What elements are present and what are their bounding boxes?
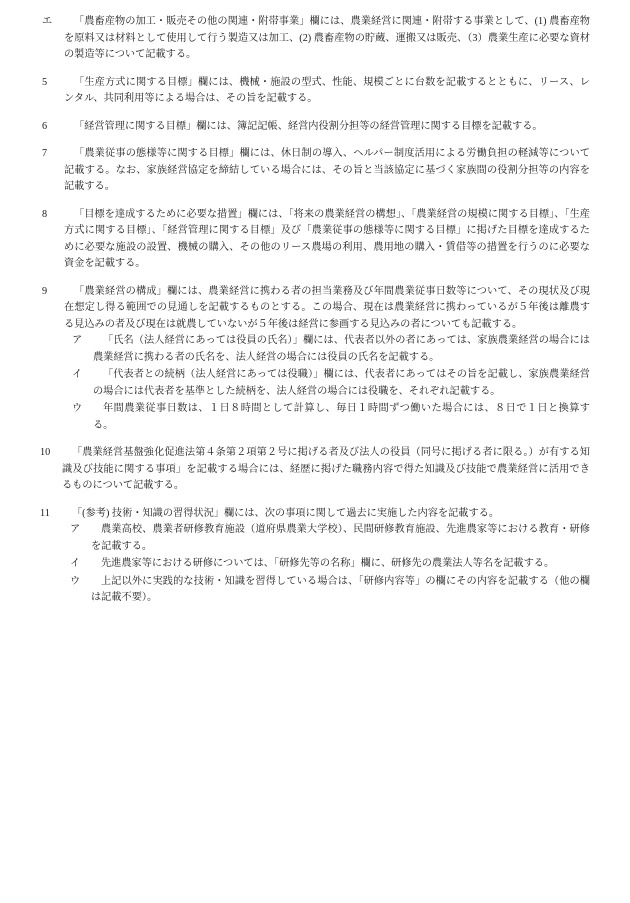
subitem-marker: ウ (70, 575, 81, 587)
item-marker: 11 (40, 507, 50, 519)
item-body (64, 119, 590, 136)
item-body (64, 75, 590, 108)
subitem-marker: イ (70, 558, 81, 570)
document-subitem (62, 556, 590, 573)
item-marker: 9 (42, 285, 48, 297)
subitem-body (91, 522, 590, 555)
subitem-paragraph: 上記以外に実践的な技術・知識を習得している場合は、「研修内容等」の欄にその内容を記載する（他の欄は記載不要）。 (91, 575, 590, 604)
item-paragraph: 「(参考) 技術・知識の習得状況」欄には、次の事項に関して過去に実施した内容を記載する。 (72, 507, 500, 519)
item-body (64, 284, 590, 435)
subitem-marker: ウ (72, 403, 83, 415)
document-item (40, 284, 590, 435)
subitem-marker: ア (70, 524, 81, 536)
item-marker: エ (42, 16, 53, 27)
item-body (62, 506, 590, 607)
document-item (40, 75, 590, 108)
item-body (64, 207, 590, 273)
item-marker: 8 (42, 208, 48, 220)
item-paragraph: 「農業経営の構成」欄には、農業経営に携わる者の担当業務及び年間農業従事日数等について、その現状及び現在想定し得る範囲での見通しを記載するものとする。この場合、現在は農業経営に携わっているが５年後は離農する見込みの者及び現在は就農していないが５年後は経営に参画する見込みの者についても記載する。 (64, 285, 590, 330)
subitem-paragraph: 「氏名（法人経営にあっては役員の氏名）」欄には、代表者以外の者にあっては、家族農業経営の場合には農業経営に携わる者の氏名を、法人経営の場合には役員の氏名を記載する。 (93, 335, 590, 363)
item-paragraph: 「経営管理に関する目標」欄には、簿記記帳、経営内役割分担等の経営管理に関する目標を記載する。 (74, 120, 543, 132)
document-item (40, 14, 590, 64)
item-body (64, 146, 590, 196)
document-item (40, 445, 590, 495)
item-paragraph: 「農業経営基盤強化促進法第４条第２項第２号に掲げる者及び法人の役員（同号に掲げる者に限る。）が有する知識及び技能に関する事項」を記載する場合には、経歴に掲げた職務内容で得た知識及び技能で農業経営に活用できるものについて記載する。 (62, 447, 590, 492)
subitem-paragraph: 「代表者との続柄（法人経営にあっては役職）」欄には、代表者にあってはその旨を記載し、家族農業経営の場合には代表者を基準とした続柄を、法人経営の場合には役職を、それぞれ記載する。 (93, 369, 590, 397)
subitem-marker: イ (72, 369, 83, 381)
item-marker: 7 (42, 148, 48, 160)
item-paragraph: 「農畜産物の加工・販売その他の関連・附帯事業」欄には、農業経営に関連・附帯する事業として、(1) 農畜産物を原料又は材料として使用して行う製造又は加工、(2) 農畜産物の貯蔵、運搬又は販売、（3）農業生産に必要な資材の製造等について記載する。 (64, 16, 590, 61)
item-body (64, 14, 590, 64)
item-marker: 10 (40, 447, 51, 459)
document-item (40, 506, 590, 607)
item-paragraph: 「生産方式に関する目標」欄には、機械・施設の型式、性能、規模ごとに台数を記載するとともに、リース、レンタル、共同利用等による場合は、その旨を記載する。 (64, 76, 590, 105)
document-subitem (64, 401, 590, 434)
subitem-body (93, 333, 590, 366)
subitem-paragraph: 農業高校、農業者研修教育施設（道府県農業大学校）、民間研修教育施設、先進農家等における教育・研修を記載する。 (91, 524, 590, 552)
subitem-marker: ア (72, 335, 83, 347)
subitem-body (91, 556, 590, 573)
document-subitem (64, 367, 590, 400)
subitem-body (91, 574, 590, 607)
document-subitem (64, 333, 590, 366)
document-subitem (62, 574, 590, 607)
item-marker: 6 (42, 120, 48, 132)
document-subitem (62, 522, 590, 555)
item-body (62, 445, 590, 495)
item-paragraph: 「目標を達成するために必要な措置」欄には、「将来の農業経営の構想」、「農業経営の規模に関する目標」、「生産方式に関する目標」、「経営管理に関する目標」及び「農業従事の態様等に関する目標」に掲げた目標を達成するために必要な施設の設置、機械の購入、その他のリース農場の利用、農用地の購入・賃借等の措置を行うのに必要な資金を記載する。 (64, 208, 590, 270)
document-item (40, 207, 590, 273)
item-marker: 5 (42, 76, 48, 88)
subitem-paragraph: 先進農家等における研修については、「研修先等の名称」欄に、研修先の農業法人等名を記載する。 (101, 558, 555, 570)
subitem-paragraph: 年間農業従事日数は、１日８時間として計算し、毎日１時間ずつ働いた場合には、８日で１日と換算する。 (93, 403, 590, 431)
subitem-body (93, 367, 590, 400)
item-paragraph: 「農業従事の態様等に関する目標」欄には、休日制の導入、ヘルパー制度活用による労働負担の軽減等について記載する。なお、家族経営協定を締結している場合には、その旨と当該協定に基づく家族間の役割分担等の内容を記載する。 (64, 148, 590, 193)
document-item (40, 119, 590, 136)
document-item (40, 146, 590, 196)
subitem-body (93, 401, 590, 434)
